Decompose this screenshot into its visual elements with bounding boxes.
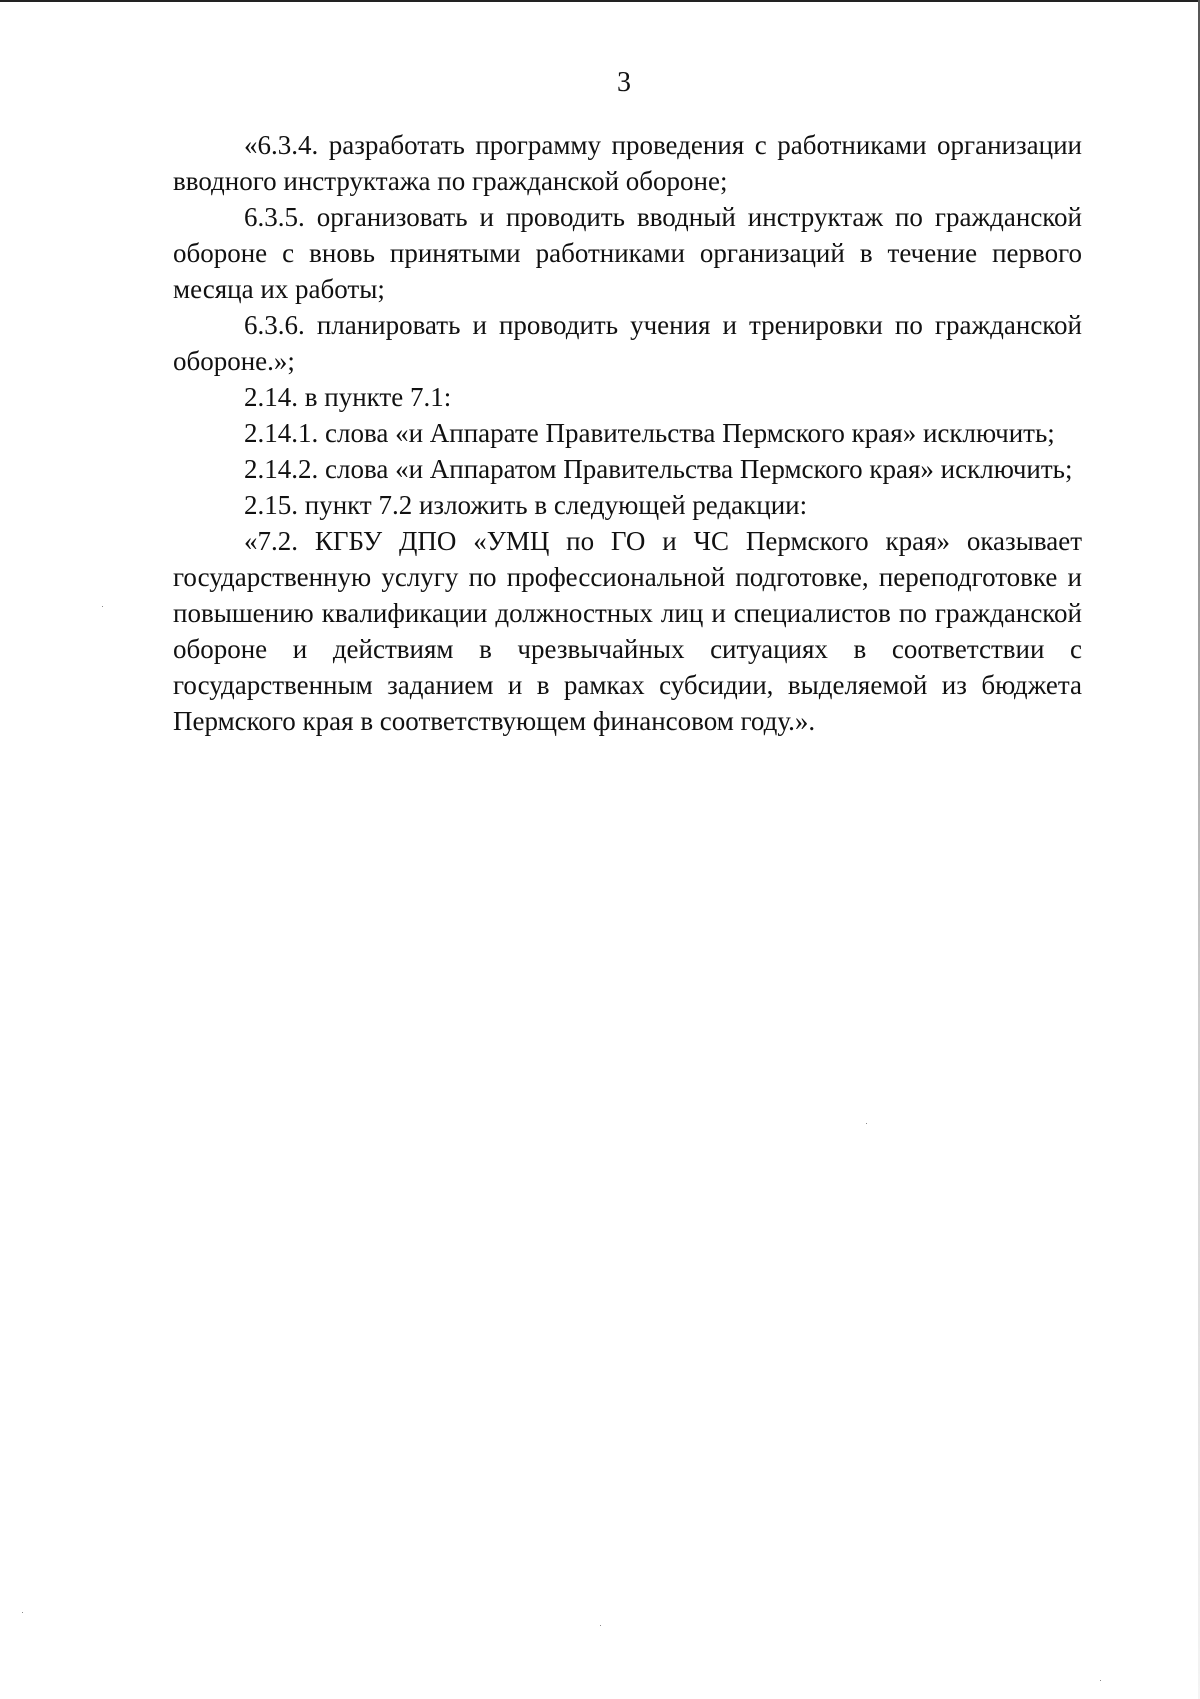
paragraph-2-14-1: 2.14.1. слова «и Аппарате Правительства Пермского края» исключить; [244, 418, 1055, 448]
paragraph-7-2: «7.2. КГБУ ДПО «УМЦ по ГО и ЧС Пермского края» оказывает государственную услугу по профессиональной подготовке, переподготовке и повышению квалификации должностных лиц и специалистов по гражданской обороне и действиям в чрезвычайных ситуациях в соответствии с государственным заданием и в рамках субсидии, выделяемой из бюджета Пермского края в соответствующем финансовом году.». [173, 526, 1082, 736]
paragraph-6-3-4: «6.3.4. разработать программу проведения с работниками организации вводного инструктажа по гражданской обороне; [173, 130, 1082, 196]
scan-top-edge [0, 0, 1200, 2]
scan-speck [866, 1123, 867, 1124]
scan-speck [1100, 1680, 1101, 1681]
scan-speck [102, 606, 103, 607]
paragraph-6-3-6: 6.3.6. планировать и проводить учения и тренировки по гражданской обороне.»; [173, 310, 1082, 376]
paragraph-2-14: 2.14. в пункте 7.1: [244, 382, 452, 412]
scan-speck [22, 1612, 23, 1613]
scan-speck [600, 1625, 601, 1626]
paragraph-2-15: 2.15. пункт 7.2 изложить в следующей редакции: [244, 490, 808, 520]
paragraph-2-14-2: 2.14.2. слова «и Аппаратом Правительства Пермского края» исключить; [244, 454, 1073, 484]
paragraph-6-3-5: 6.3.5. организовать и проводить вводный инструктаж по гражданской обороне с вновь принятыми работниками организаций в течение первого месяца их работы; [173, 202, 1082, 304]
document-body [173, 127, 1082, 739]
page-number: 3 [617, 67, 631, 98]
